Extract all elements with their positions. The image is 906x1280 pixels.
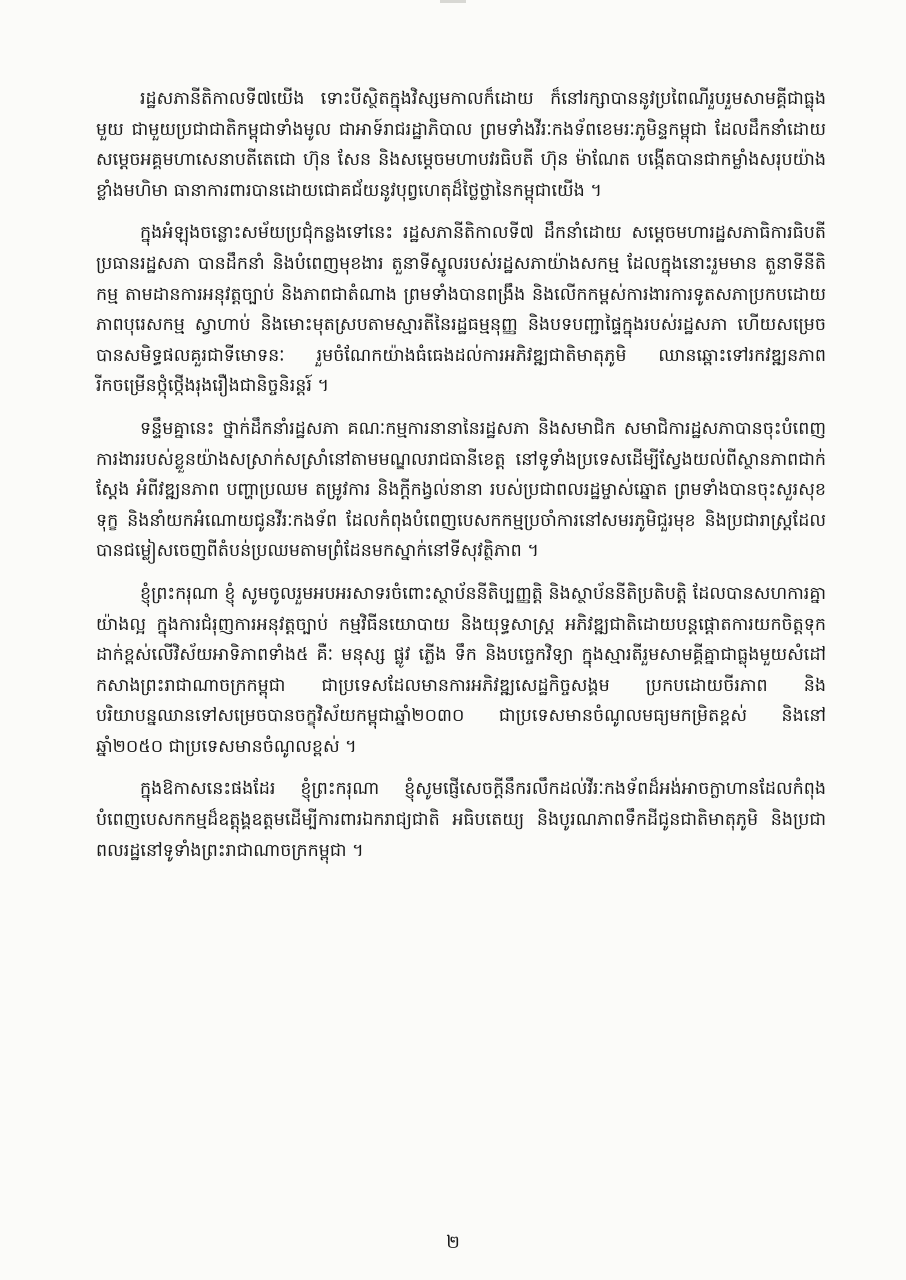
scan-artifact: [440, 0, 466, 3]
paragraph-2: ក្នុងអំឡុងចន្លោះសម័យប្រជុំកន្លងទៅនេះ រដ្ឋសភានីតិកាលទី៧ ដឹកនាំដោយ សម្តេចមហារដ្ឋសភាធិការធិបតី ប្រធានរដ្ឋសភា បានដឹកនាំ និងបំពេញមុខងារ តួនាទីស្នូលរបស់រដ្ឋសភាយ៉ាងសកម្ម ដែលក្នុងនោះរួមមាន តួនាទីនីតិកម្ម តាមដានការអនុវត្តច្បាប់ និងភាពជាតំណាង ព្រមទាំងបានពង្រឹង និងលើកកម្ពស់ការងារការទូតសភាប្រកបដោយភាពបុរេសកម្ម ស្វាហាប់ និងមោះមុតស្របតាមស្មារតីនៃរដ្ឋធម្មនុញ្ញ និងបទបញ្ជាផ្ទៃក្នុងរបស់រដ្ឋសភា ហើយសម្រេចបានសមិទ្ធផលគួរជាទីមោទនៈ រួមចំណែកយ៉ាងធំធេងដល់ការអភិវឌ្ឍជាតិមាតុភូមិ ឈានឆ្ពោះទៅរកវឌ្ឍនភាពរីកចម្រើនថ្កុំថ្កើងរុងរឿងជានិច្ចនិរន្តរ៍ ។: [96, 223, 826, 397]
page-number: ២: [446, 1232, 460, 1253]
paragraph-1: រដ្ឋសភានីតិកាលទី៧យើង ទោះបីស្ថិតក្នុងវិស្សមកាលក៏ដោយ ក៏នៅរក្សាបាននូវប្រពៃណីរួបរួមសាមគ្គីជាធ្លុងមួយ ជាមួយប្រជាជាតិកម្ពុជាទាំងមូល ជាអាទ៍រាជរដ្ឋាភិបាល ព្រមទាំងវីរៈកងទ័ពខេមរៈភូមិន្ទកម្ពុជា ដែលដឹកនាំដោយ សម្តេចអគ្គមហាសេនាបតីតេជោ ហ៊ុន សែន និងសម្តេចមហាបវរធិបតី ហ៊ុន ម៉ាណែត បង្កើតបានជាកម្លាំងសរុបយ៉ាងខ្លាំងមហិមា ធានាការពារបានដោយជោគជ័យនូវបុព្វហេតុដ៏ថ្លៃថ្លានៃកម្ពុជាយើង ។: [96, 89, 826, 201]
document-body: [96, 84, 826, 878]
paragraph-5: ក្នុងឱកាសនេះផងដែរ ខ្ញុំព្រះករុណា ខ្ញុំសូមផ្ញើសេចក្តីនឹករលឹកដល់វីរៈកងទ័ពដ៏អង់អាចក្លាហានដែលកំពុងបំពេញបេសកកម្មដ៏ឧត្តុង្គឧត្តមដើម្បីការពារឯករាជ្យជាតិ អធិបតេយ្យ និងបូរណភាពទឹកដីជូនជាតិមាតុភូមិ និងប្រជាពលរដ្ឋនៅទូទាំងព្រះរាជាណាចក្រកម្ពុជា ។: [96, 779, 826, 861]
paragraph-4: ខ្ញុំព្រះករុណា ខ្ញុំ សូមចូលរួមអបអរសាទរចំពោះស្ថាប័ននីតិប្បញ្ញត្តិ និងស្ថាប័ននីតិប្រតិបត្តិ ដែលបានសហការគ្នាយ៉ាងល្អ ក្នុងការជំរុញការអនុវត្តច្បាប់ កម្មវិធីនយោបាយ និងយុទ្ធសាស្ត្រ អភិវឌ្ឍជាតិដោយបន្តផ្តោតការយកចិត្តទុកដាក់ខ្ពស់លើវិស័យអាទិភាពទាំង៥ គឺៈ មនុស្ស ផ្លូវ ភ្លើង ទឹក និងបច្ចេកវិទ្យា ក្នុងស្មារតីរួមសាមគ្គីគ្នាជាធ្លុងមួយសំដៅកសាងព្រះរាជាណាចក្រកម្ពុជា ជាប្រទេសដែលមានការអភិវឌ្ឍសេដ្ឋកិច្ចសង្គម ប្រកបដោយចីរភាព និងបរិយាបន្នឈានទៅសម្រេចបានចក្ខុវិស័យកម្ពុជាឆ្នាំ២០៣០ ជាប្រទេសមានចំណូលមធ្យមកម្រិតខ្ពស់ និងនៅឆ្នាំ២០៥០ ជាប្រទេសមានចំណូលខ្ពស់ ។: [96, 583, 826, 757]
paragraph-3: ទន្ទឹមគ្នានេះ ថ្នាក់ដឹកនាំរដ្ឋសភា គណៈកម្មការនានានៃរដ្ឋសភា និងសមាជិក សមាជិការដ្ឋសភាបានចុះបំពេញការងាររបស់ខ្លួនយ៉ាងសស្រាក់សស្រាំនៅតាមមណ្ឌលរាជធានីខេត្ត នៅទូទាំងប្រទេសដើម្បីស្វែងយល់ពីស្ថានភាពជាក់ស្តែង អំពីវឌ្ឍនភាព បញ្ហាប្រឈម តម្រូវការ និងក្តីកង្វល់នានា របស់ប្រជាពលរដ្ឋម្ចាស់ឆ្នោត ព្រមទាំងបានចុះសួរសុខទុក្ខ និងនាំយកអំណោយជូនវីរៈកងទ័ព ដែលកំពុងបំពេញបេសកកម្មប្រចាំការនៅសមរភូមិជួរមុខ និងប្រជារាស្ត្រដែលបានជម្លៀសចេញពីតំបន់ប្រឈមតាមព្រំដែនមកស្នាក់នៅទីសុវត្ថិភាព ។: [96, 418, 826, 562]
